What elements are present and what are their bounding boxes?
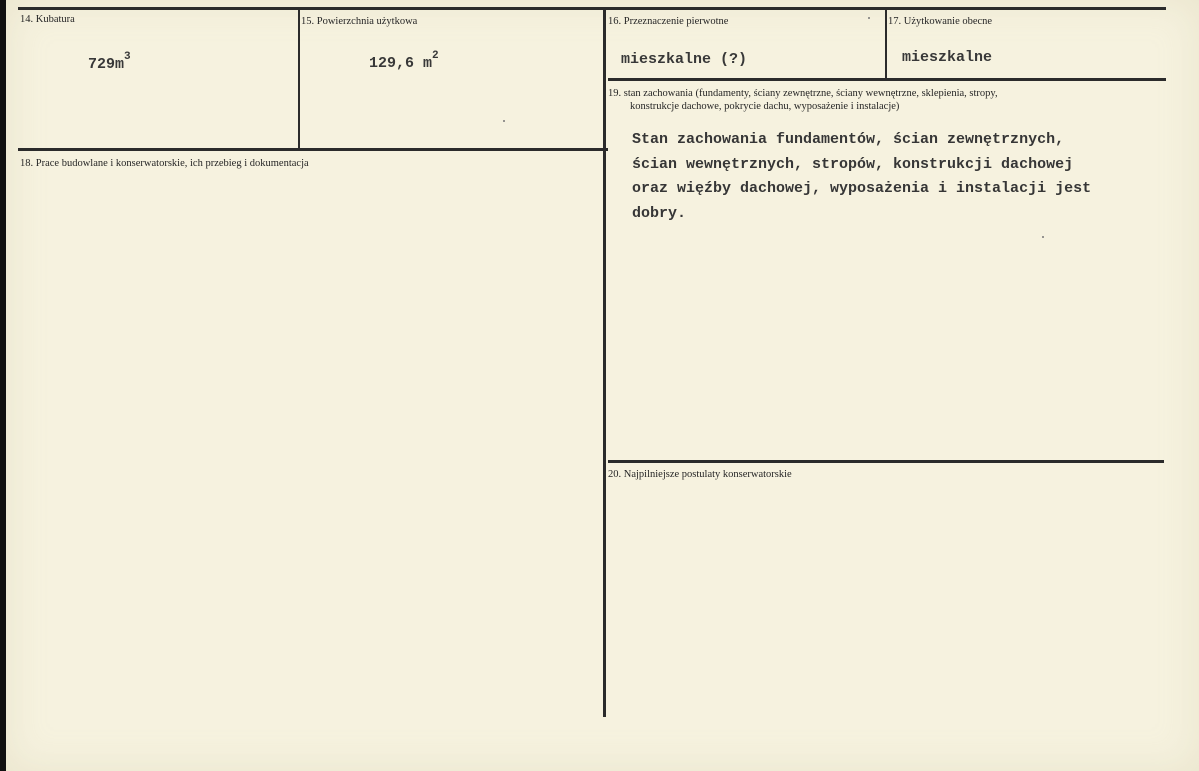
- kubatura-number: 729m: [88, 56, 125, 73]
- record-card: [6, 0, 1199, 771]
- powierzchnia-exponent: 2: [432, 50, 439, 62]
- section-20-top-rule: [608, 460, 1164, 463]
- stan-description: [632, 128, 1091, 226]
- paper-speck: [1042, 236, 1044, 238]
- stan-label-line1: 19. stan zachowania (fundamenty, ściany zewnętrzne, ściany wewnętrzne, sklepienia, stropy,: [608, 88, 998, 99]
- divider-14-15: [298, 9, 300, 150]
- top-rule: [18, 7, 1166, 10]
- paper-speck: [503, 120, 505, 122]
- stan-label-line2: konstrukcje dachowe, pokrycie dachu, wyposażenie i instalacje): [630, 101, 900, 112]
- powierzchnia-label: 15. Powierzchnia użytkowa: [301, 16, 418, 27]
- stan-text-line: oraz więźby dachowej, wyposażenia i instalacji jest: [632, 180, 1092, 197]
- kubatura-label: 14. Kubatura: [20, 14, 75, 25]
- kubatura-exponent: 3: [124, 51, 131, 63]
- powierzchnia-value: [369, 50, 439, 72]
- postulaty-label: 20. Najpilniejsze postulaty konserwatorskie: [608, 469, 792, 480]
- powierzchnia-number: 129,6 m: [369, 55, 433, 72]
- stan-text-line: dobry.: [632, 204, 687, 222]
- row1-bottom-rule-right: [608, 78, 1166, 81]
- stan-text-line: Stan zachowania fundamentów, ścian zewnętrznych,: [632, 131, 1065, 148]
- center-divider: [603, 9, 606, 717]
- uzytkowanie-label: 17. Użytkowanie obecne: [888, 16, 993, 27]
- uzytkowanie-value: mieszkalne: [902, 49, 993, 66]
- paper-speck: [868, 17, 870, 19]
- przeznaczenie-label: 16. Przeznaczenie pierwotne: [608, 16, 729, 27]
- kubatura-value: [88, 51, 131, 73]
- divider-16-17: [885, 9, 887, 79]
- row1-bottom-rule-left: [18, 148, 608, 151]
- przeznaczenie-value: mieszkalne (?): [621, 51, 748, 68]
- stan-text-line: ścian wewnętrznych, stropów, konstrukcji dachowej: [632, 155, 1074, 173]
- prace-label: 18. Prace budowlane i konserwatorskie, ich przebieg i dokumentacja: [20, 158, 309, 169]
